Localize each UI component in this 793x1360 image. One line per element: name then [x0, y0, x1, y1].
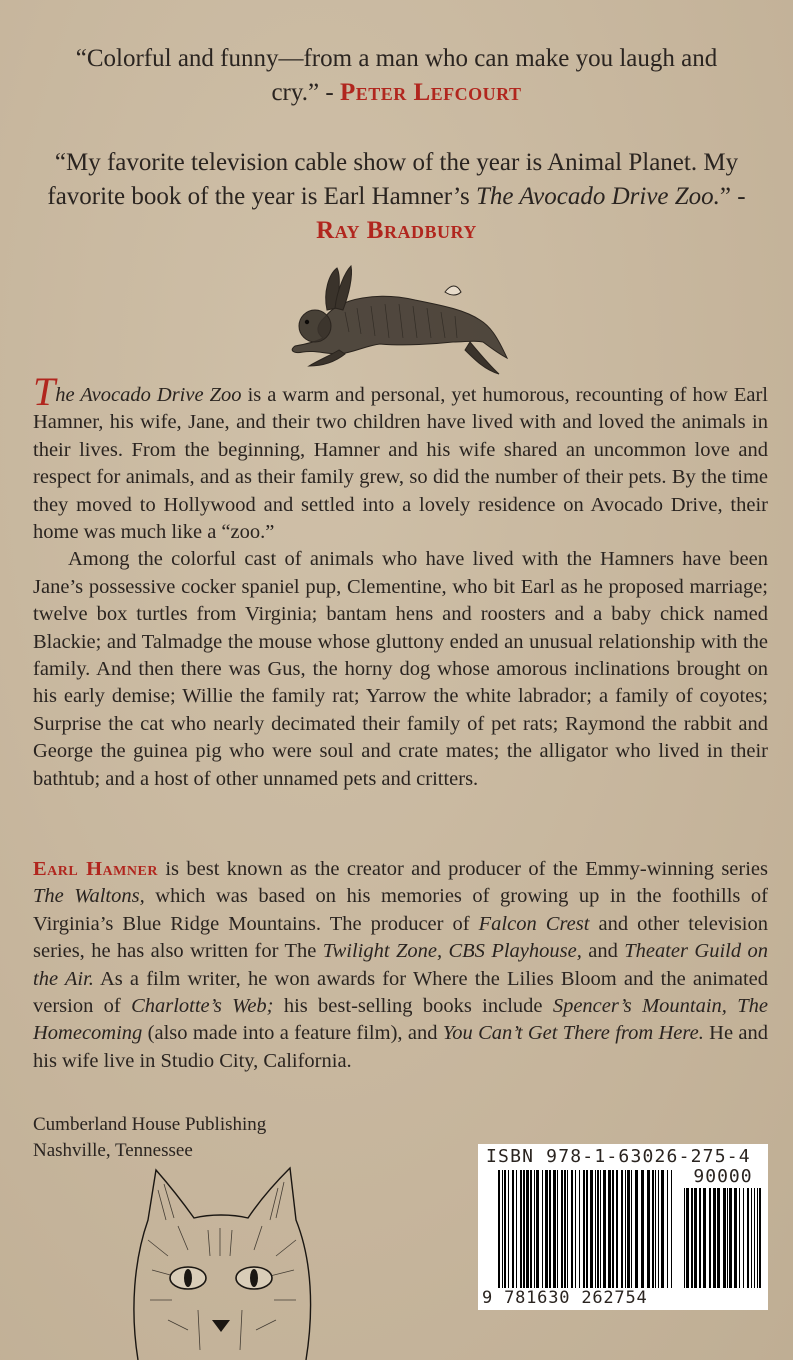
barcode-bar	[691, 1188, 693, 1288]
barcode-bar	[590, 1170, 593, 1288]
author-name: Earl Hamner	[33, 858, 158, 880]
barcode-bar	[703, 1188, 706, 1288]
quote-text: “My favorite television cable show of the year is Animal Planet. My favorite book of the year is Earl Hamner’s	[47, 149, 739, 210]
barcode-bar	[717, 1188, 720, 1288]
barcode-bar	[759, 1188, 761, 1288]
barcode-bar	[575, 1170, 576, 1288]
barcode-bar	[526, 1170, 529, 1288]
barcode-bar	[567, 1170, 568, 1288]
quote-text-end: ” -	[719, 183, 746, 210]
barcode-bar	[508, 1170, 509, 1288]
quote-book-title: The Avocado Drive Zoo.	[475, 183, 720, 210]
barcode-bar	[616, 1170, 618, 1288]
barcode-bar	[647, 1170, 650, 1288]
barcode-bar	[652, 1170, 654, 1288]
barcode-bar	[502, 1170, 503, 1288]
bio-text: is best known as the creator and producer of the Emmy-winning series	[157, 858, 769, 880]
barcode-bar	[530, 1170, 532, 1288]
barcode-bar	[713, 1188, 716, 1288]
barcode-bar	[523, 1170, 525, 1288]
publisher-name: Cumberland House Publishing	[33, 1114, 267, 1135]
bio-title: You Can’t Get There from Here.	[442, 1022, 704, 1045]
quote-author: Ray Bradbury	[316, 217, 477, 244]
barcode-bar	[684, 1188, 685, 1288]
barcode-bar	[520, 1170, 522, 1288]
barcode-bar	[516, 1170, 517, 1288]
barcode-bar	[536, 1170, 539, 1288]
bio-text: and	[581, 940, 625, 963]
quote-bradbury	[0, 146, 793, 248]
rabbit-illustration	[285, 262, 515, 380]
cat-illustration	[108, 1160, 333, 1360]
barcode-bar	[686, 1188, 689, 1288]
book-title: he Avocado Drive Zoo	[55, 384, 242, 406]
barcode-bar	[727, 1188, 728, 1288]
barcode-bar	[625, 1170, 626, 1288]
bio-paragraph	[33, 856, 768, 1075]
barcode-bar	[747, 1188, 749, 1288]
barcode-bar	[661, 1170, 664, 1288]
barcode-bar	[743, 1188, 744, 1288]
barcode-bar	[542, 1170, 543, 1288]
bio-text: He and his wife live in Studio City, California.	[33, 1022, 769, 1072]
author-bio	[33, 856, 768, 1075]
barcode-bar	[754, 1188, 755, 1288]
isbn-number: ISBN 978-1-63026-275-4	[486, 1146, 751, 1167]
bio-title: The Waltons,	[33, 885, 145, 908]
bio-title: Charlotte’s Web;	[131, 995, 274, 1018]
quote-author: Peter Lefcourt	[339, 79, 522, 106]
barcode-bar	[534, 1170, 535, 1288]
barcode-bar	[545, 1170, 548, 1288]
barcode-bar	[757, 1188, 758, 1288]
drop-cap: T	[33, 369, 56, 414]
barcode-bar	[734, 1188, 737, 1288]
barcode-bar	[583, 1170, 585, 1288]
barcode-bar	[641, 1170, 644, 1288]
isbn-barcode	[478, 1144, 768, 1310]
barcode-bar	[655, 1170, 656, 1288]
addon-barcode-bars	[684, 1188, 762, 1288]
barcode-bar	[631, 1170, 632, 1288]
description-paragraph-1	[33, 369, 768, 546]
barcode-bar	[579, 1170, 580, 1288]
publisher-info	[33, 1112, 266, 1164]
barcode-bar	[571, 1170, 573, 1288]
barcode-bar	[608, 1170, 611, 1288]
quote-lefcourt	[0, 42, 793, 110]
bio-text: As a film writer, he won awards for Where the Lilies Bloom and the animated version of	[33, 967, 768, 1018]
book-description	[33, 369, 768, 793]
barcode-bar	[709, 1188, 711, 1288]
barcode-bar	[751, 1188, 752, 1288]
bio-title: Theater Guild on the Air.	[33, 940, 768, 990]
barcode-bar	[627, 1170, 630, 1288]
barcode-bar	[729, 1188, 732, 1288]
bio-text: (also made into a feature film), and	[142, 1022, 443, 1045]
barcode-bar	[699, 1188, 701, 1288]
publisher-location: Nashville, Tennessee	[33, 1140, 193, 1161]
barcode-bar	[549, 1170, 551, 1288]
barcode-bar	[600, 1170, 601, 1288]
barcode-bar	[603, 1170, 606, 1288]
barcode-bar	[671, 1170, 672, 1288]
barcode-bar	[694, 1188, 697, 1288]
quote-text: “Colorful and funny—from a man who can make you laugh and cry.” -	[75, 45, 718, 106]
barcode-bar	[667, 1170, 668, 1288]
bio-text: his best-selling books include	[273, 995, 553, 1018]
barcode-bar	[512, 1170, 514, 1288]
ean-barcode-bars	[498, 1170, 673, 1288]
bio-title: Spencer’s Mountain, The Homecoming	[33, 995, 768, 1045]
description-paragraph-2: Among the colorful cast of animals who have lived with the Hamners have been Jane’s possessive cocker spaniel pup, Clementine, who bit Earl as he proposed marriage; twelve box turtles from Virginia; bantam hens and roosters and a baby chick named Blackie; and Talmadge the mouse whose gluttony ended an unusual relationship with the family. And then there was Gus, the horny dog whose amorous inclinations brought on his early demise; Willie the family rat; Yarrow the white labrador; a family of coyotes; Surprise the cat who nearly decimated their family of pet rats; Raymond the rabbit and George the guinea pig who were soul and crate mates; the alligator who lived in their bathtub; and a host of other unnamed pets and critters.	[33, 548, 768, 790]
price-addon-number: 90000	[693, 1166, 753, 1187]
barcode-bar	[595, 1170, 596, 1288]
barcode-bar	[597, 1170, 599, 1288]
bio-text: and other television series, he has also written for The	[33, 912, 769, 963]
barcode-bar	[621, 1170, 623, 1288]
barcode-bar	[564, 1170, 566, 1288]
barcode-bar	[553, 1170, 556, 1288]
barcode-bar	[561, 1170, 563, 1288]
bio-title: Falcon Crest	[478, 912, 590, 935]
description-text: is a warm and personal, yet humorous, recounting of how Earl Hamner, his wife, Jane, and their two children have lived with and loved the animals in their lives. From the beginning, Hamner and his wife shared an uncommon love and respect for animals, and as their family grew, so did the number of their pets. By the time they moved to Hollywood and settled into a lovely residence on Avocado Drive, their home was much like a “zoo.”	[33, 384, 768, 544]
barcode-bar	[612, 1170, 614, 1288]
barcode-bar	[504, 1170, 506, 1288]
barcode-bar	[739, 1188, 740, 1288]
barcode-bar	[498, 1170, 500, 1288]
barcode-bar	[658, 1170, 659, 1288]
barcode-bar	[723, 1188, 726, 1288]
barcode-bar	[635, 1170, 638, 1288]
ean-digits: 9 781630 262754	[482, 1288, 648, 1308]
bio-title: Twilight Zone, CBS Playhouse,	[322, 940, 582, 963]
bio-text: which was based on his memories of growing up in the foothills of Virginia’s Blue Ridge Mountains. The producer of	[33, 885, 768, 935]
barcode-bar	[557, 1170, 558, 1288]
barcode-bar	[586, 1170, 588, 1288]
